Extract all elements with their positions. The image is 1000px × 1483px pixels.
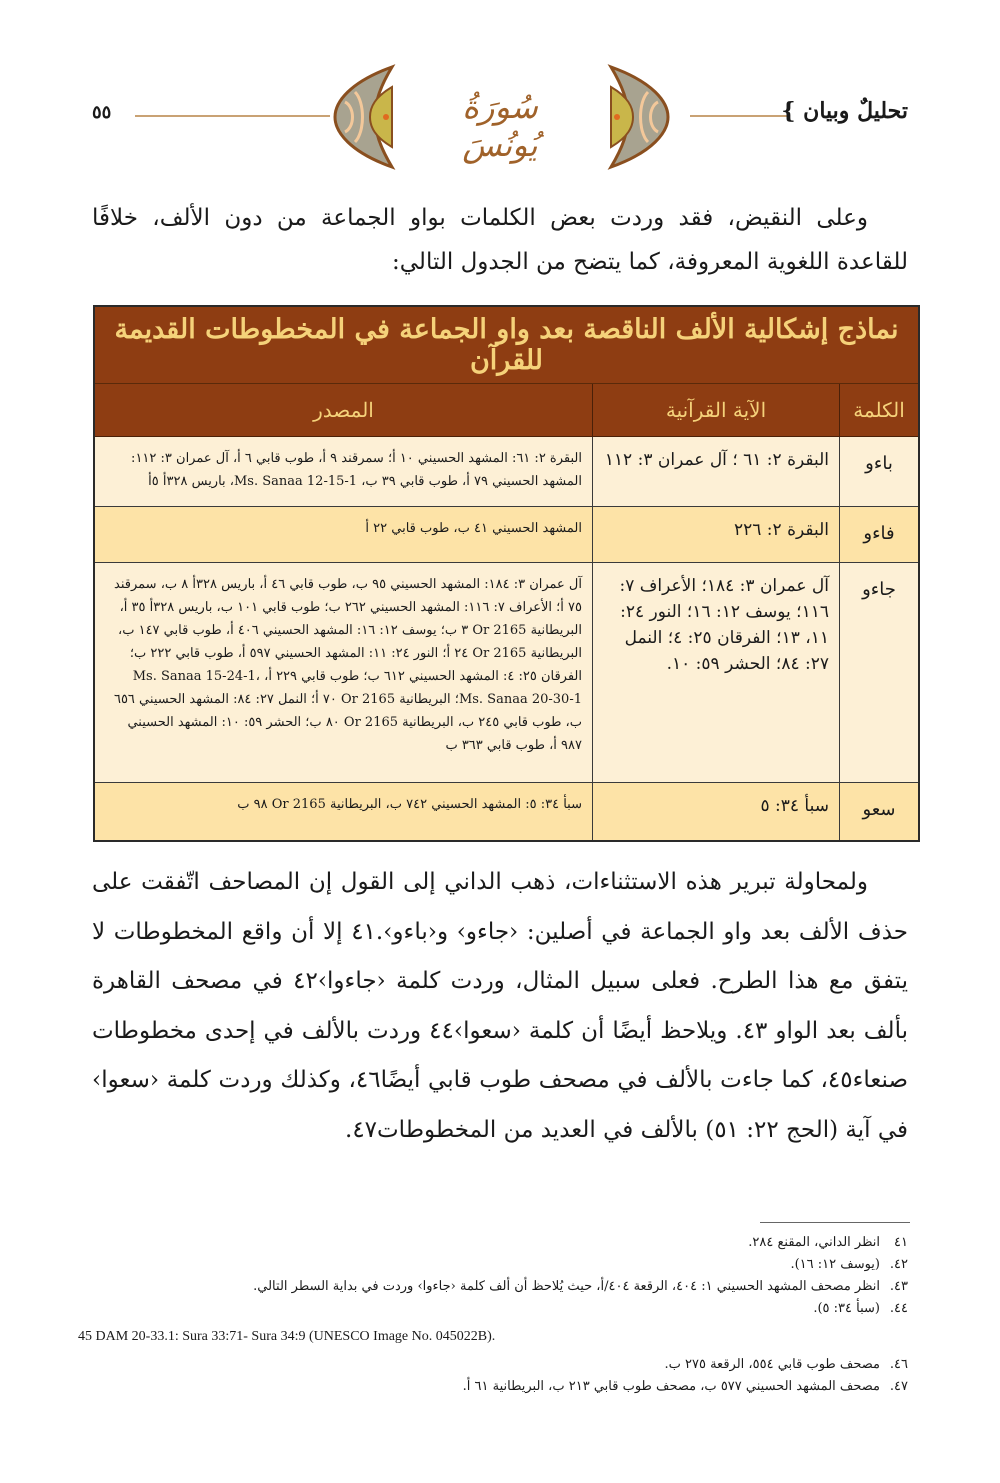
cell-source: سبأ ٣٤: ٥: المشهد الحسيني ٧٤٢ ب، البريطانية Or 2165 ٩٨ ب xyxy=(94,783,593,841)
cell-ayah: آل عمران ٣: ١٨٤؛ الأعراف ٧: ١١٦؛ يوسف ١٢: ١٦؛ النور ٢٤: ١١، ١٣؛ الفرقان ٢٥: ٤؛ النمل ٢٧: ٨٤؛ الحشر ٥٩: ١٠. xyxy=(593,563,840,783)
footnote-number: ٤٧. xyxy=(889,1379,908,1394)
main-paragraph xyxy=(92,858,908,1155)
footnote xyxy=(78,1276,908,1298)
table-row xyxy=(94,783,919,841)
footnote xyxy=(78,1320,908,1354)
footnote-text: انظر مصحف المشهد الحسيني ١: ٤٠٤، الرقعة ٤٠٤/أ، حيث يُلاحظ أن ألف كلمة ‹جاءوا› وردت في بداية السطر التالي. xyxy=(253,1279,880,1294)
ornament-left-icon xyxy=(330,62,400,172)
footnote-number: 45 xyxy=(78,1329,92,1344)
footnote-text: مصحف طوب قابي ٥٥٤، الرقعة ٢٧٥ ب. xyxy=(664,1357,880,1372)
page-header xyxy=(0,60,1000,180)
main-text: ولمحاولة تبرير هذه الاستثناءات، ذهب الداني إلى القول إن المصاحف اتّفقت على حذف الألف بعد واو الجماعة في أصلين: ‹جاءو› و‹باءو›.٤١ إلا أن واقع المخطوطات لا يتفق مع هذا الطرح. فعلى سبيل المثال، وردت كلمة ‹جاءوا›٤٢ في مصحف القاهرة بألف بعد الواو ٤٣. ويلاحظ أيضًا أن كلمة ‹سعوا›٤٤ وردت بالألف في إحدى مخطوطات صنعاء٤٥، كما جاءت بالألف في مصحف طوب قابي أيضًا٤٦، وكذلك وردت كلمة ‹سعوا› في آية (الحج ٢٢: ٥١) بالألف في العديد من المخطوطات٤٧. xyxy=(92,869,908,1143)
table-row xyxy=(94,507,919,563)
header-rule-left xyxy=(135,115,330,117)
footnote-divider xyxy=(760,1222,910,1223)
footnote-text: مصحف المشهد الحسيني ٥٧٧ ب، مصحف طوب قابي ٢١٣ ب، البريطانية ٦١ أ. xyxy=(462,1379,880,1394)
cell-word: باءو xyxy=(840,437,920,507)
surah-title: سُورَةُ يُونُسَ xyxy=(462,88,538,164)
cell-ayah: البقرة ٢: ٦١ ؛ آل عمران ٣: ١١٢ xyxy=(593,437,840,507)
page-number: ٥٥ xyxy=(92,102,112,123)
running-title: تحليلٌ وبيان } xyxy=(781,98,908,124)
cell-word: فاءو xyxy=(840,507,920,563)
ornament-right-icon xyxy=(603,62,673,172)
footnote xyxy=(78,1298,908,1320)
column-header-word: الكلمة xyxy=(840,384,920,437)
manuscripts-table xyxy=(93,305,920,842)
footnote-number: ٤٣. xyxy=(889,1279,908,1294)
table-row xyxy=(94,437,919,507)
intro-text: وعلى النقيض، فقد وردت بعض الكلمات بواو الجماعة من دون الألف، خلافًا للقاعدة اللغوية المعروفة، كما يتضح من الجدول التالي: xyxy=(92,205,908,275)
footnote-text: (سبأ ٣٤: ٥). xyxy=(813,1301,880,1316)
cell-ayah: البقرة ٢: ٢٢٦ xyxy=(593,507,840,563)
footnote-text: انظر الداني، المقنع ٢٨٤. xyxy=(748,1235,880,1250)
footnote xyxy=(78,1354,908,1376)
table-row xyxy=(94,563,919,783)
footnote-number: ٤٦. xyxy=(889,1357,908,1372)
cell-word: جاءو xyxy=(840,563,920,783)
footnote-text: DAM 20-33.1: Sura 33:71- Sura 34:9 (UNESCO Image No. 045022B). xyxy=(95,1329,496,1344)
footnote-number: ٤٤. xyxy=(889,1301,908,1316)
footnote-text: (يوسف ١٢: ١٦). xyxy=(790,1257,880,1272)
column-header-ayah: الآية القرآنية xyxy=(593,384,840,437)
footnotes xyxy=(78,1232,908,1398)
cell-source: المشهد الحسيني ٤١ ب، طوب قابي ٢٢ أ xyxy=(94,507,593,563)
cell-word: سعو xyxy=(840,783,920,841)
cell-ayah: سبأ ٣٤: ٥ xyxy=(593,783,840,841)
table-title: نماذج إشكالية الألف الناقصة بعد واو الجماعة في المخطوطات القديمة للقرآن xyxy=(94,306,919,384)
intro-paragraph xyxy=(92,196,908,284)
footnote-number: ٤١ xyxy=(894,1235,908,1250)
header-rule-right xyxy=(690,115,788,117)
footnote xyxy=(78,1376,908,1398)
cell-source: البقرة ٢: ٦١: المشهد الحسيني ١٠ أ؛ سمرقند ٩ أ، طوب قابي ٦ أ، آل عمران ٣: ١١٢: المشهد الحسيني ٧٩ أ، طوب قابي ٣٩ ب، Ms. Sanaa 12-15-1، باريس ٣٢٨أ ٥أ xyxy=(94,437,593,507)
footnote xyxy=(78,1254,908,1276)
column-header-source: المصدر xyxy=(94,384,593,437)
cell-source: آل عمران ٣: ١٨٤: المشهد الحسيني ٩٥ ب، طوب قابي ٤٦ أ، باريس ٣٢٨أ ٨ ب، سمرقند ٧٥ أ؛ الأعراف ٧: ١١٦: المشهد الحسيني ٢٦٢ ب؛ طوب قابي ١٠١ ب، باريس ٣٢٨أ ٣٥ أ، البريطانية Or 2165 ٣ ب؛ يوسف ١٢: ١٦: المشهد الحسيني ٤٠٦ أ، طوب قابي ١٤٧ ب، البريطانية Or 2165 ٢٤ أ؛ النور ٢٤: ١١: المشهد الحسيني ٥٩٧ أ، طوب قابي ٢٢٢ ب؛ الفرقان ٢٥: ٤: المشهد الحسيني ٦١٢ ب؛ طوب قابي ٢٢٩ أ، Ms. Sanaa 15-24-1، Ms. Sanaa 20-30-1؛ البريطانية Or 2165 ٧٠ أ؛ النمل ٢٧: ٨٤: المشهد الحسيني ٦٥٦ ب، طوب قابي ٢٤٥ ب، البريطانية Or 2165 ٨٠ ب؛ الحشر ٥٩: ١٠: المشهد الحسيني ٩٨٧ أ، طوب قابي ٣٦٣ ب xyxy=(94,563,593,783)
footnote xyxy=(78,1232,908,1254)
footnote-number: ٤٢. xyxy=(889,1257,908,1272)
